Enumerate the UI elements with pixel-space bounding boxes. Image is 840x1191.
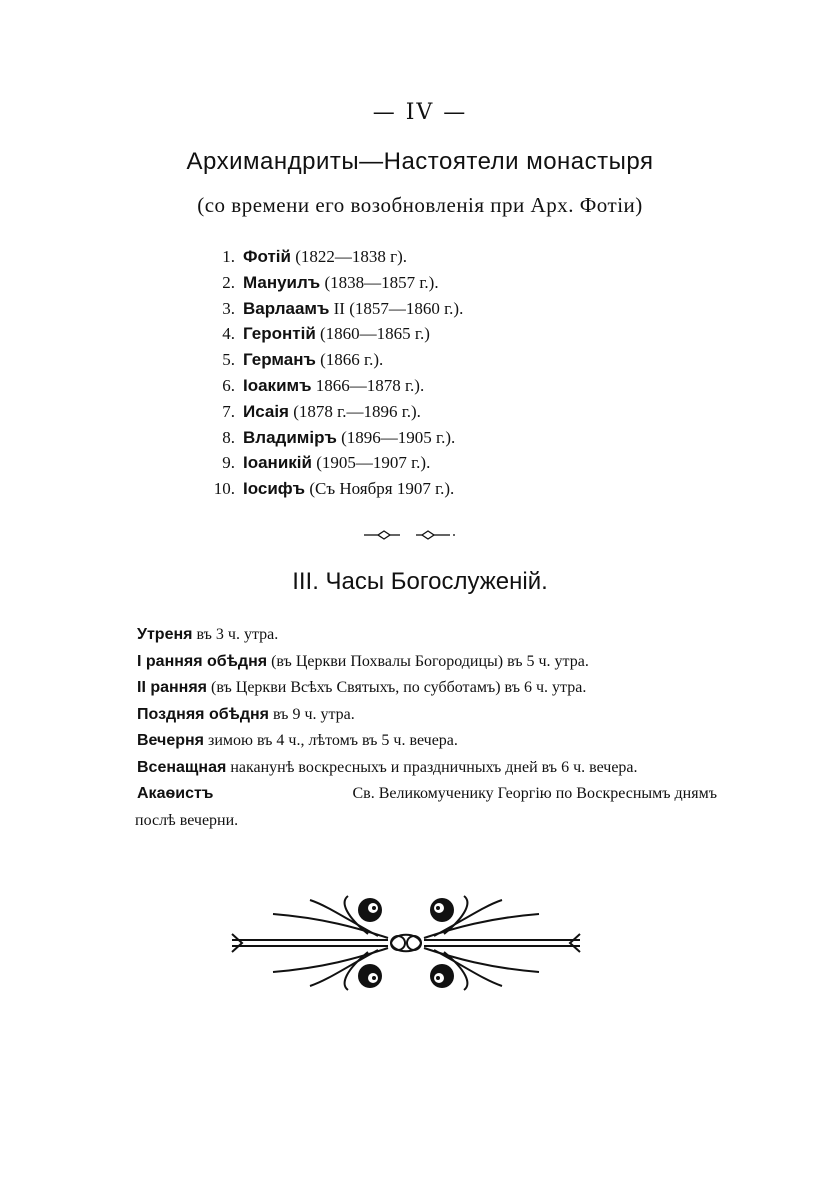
abbot-name: Исаія: [243, 401, 289, 421]
list-item: 2. Мануилъ (1838—1857 г.).: [222, 272, 439, 292]
list-item: 10. Іосифъ (Съ Ноября 1907 г.).: [213, 479, 455, 499]
list-item: 3. Варлаамъ II (1857—1860 г.).: [222, 298, 464, 318]
schedule-line-continuation: послѣ вечерни.: [135, 811, 239, 829]
schedule-line: [137, 702, 717, 729]
schedule-line: [137, 728, 717, 755]
section-title: III. Часы Богослуженій.: [292, 568, 548, 595]
abbot-dates: 1866—1878 г.).: [315, 375, 425, 395]
list-item: 4. Геронтій (1860—1865 г.): [222, 324, 430, 344]
abbot-name: Іосифъ: [243, 479, 306, 499]
abbot-dates: (Съ Ноября 1907 г.).: [309, 479, 455, 499]
abbot-dates: (1822—1838 г).: [295, 247, 408, 266]
abbot-name: Варлаамъ: [243, 298, 330, 318]
page-subtitle: (со времени его возобновленія при Арх. Фотіи): [197, 193, 643, 217]
schedule-line: [137, 781, 717, 808]
abbot-name: Геронтій: [243, 324, 316, 344]
list-item: 8. Владиміръ (1896—1905 г.).: [222, 427, 456, 447]
service-time: зимою въ 4 ч., лѣтомъ въ 5 ч. вечера.: [208, 732, 458, 749]
service-label: I ранняя обѣдня: [137, 652, 268, 670]
list-item: 9. Іоаникій (1905—1907 г.).: [222, 453, 431, 473]
schedule-line: [137, 675, 717, 702]
abbot-dates: (1896—1905 г.).: [341, 427, 456, 447]
abbot-dates: (1866 г.).: [320, 350, 384, 370]
list-item: 5. Германъ (1866 г.).: [222, 350, 384, 370]
list-item: 6. Іоакимъ 1866—1878 г.).: [222, 375, 425, 395]
service-label: Вечерня: [137, 732, 205, 749]
abbot-name: Фотій: [243, 247, 291, 266]
service-schedule: [137, 622, 717, 834]
decorative-ornament: [228, 888, 584, 998]
schedule-line: [137, 755, 717, 782]
divider-ornament: [360, 525, 460, 545]
schedule-line: [137, 622, 717, 649]
service-time: Св. Великомученику Георгію по Воскреснымъ днямъ: [352, 785, 717, 802]
abbot-dates: (1860—1865 г.): [320, 324, 430, 344]
page-title: Архимандриты—Настоятели монастыря: [186, 148, 654, 175]
schedule-line: [137, 649, 717, 676]
abbot-dates: (1905—1907 г.).: [316, 453, 431, 473]
abbot-name: Іоакимъ: [243, 375, 312, 395]
service-time: (въ Церкви Всѣхъ Святыхъ, по субботамъ) въ 6 ч. утра.: [211, 679, 587, 696]
page-number: — IV —: [372, 100, 468, 125]
abbot-name: Мануилъ: [243, 272, 321, 292]
abbot-name: Іоаникій: [243, 453, 312, 473]
abbot-name: Германъ: [243, 350, 316, 370]
service-time: наканунѣ воскресныхъ и праздничныхъ дней въ 6 ч. вечера.: [230, 758, 638, 776]
abbot-dates: (1838—1857 г.).: [324, 272, 439, 292]
list-item: 1. Фотій (1822—1838 г).: [222, 247, 408, 266]
service-label: II ранняя: [137, 679, 208, 696]
service-label: Поздняя обѣдня: [137, 705, 270, 723]
abbot-list: [205, 244, 463, 502]
list-item: 7. Исаія (1878 г.—1896 г.).: [222, 401, 421, 421]
service-time: въ 3 ч. утра.: [196, 626, 279, 643]
abbot-dates: II (1857—1860 г.).: [333, 298, 464, 318]
service-label: Всенащная: [137, 758, 227, 776]
service-time: (въ Церкви Похвалы Богородицы) въ 5 ч. утра.: [271, 652, 589, 670]
abbot-dates: (1878 г.—1896 г.).: [293, 401, 421, 421]
service-label: Утреня: [137, 626, 193, 643]
service-label: Акаѳистъ: [137, 785, 214, 802]
service-time: въ 9 ч. утра.: [273, 705, 355, 723]
abbot-name: Владиміръ: [243, 427, 337, 447]
